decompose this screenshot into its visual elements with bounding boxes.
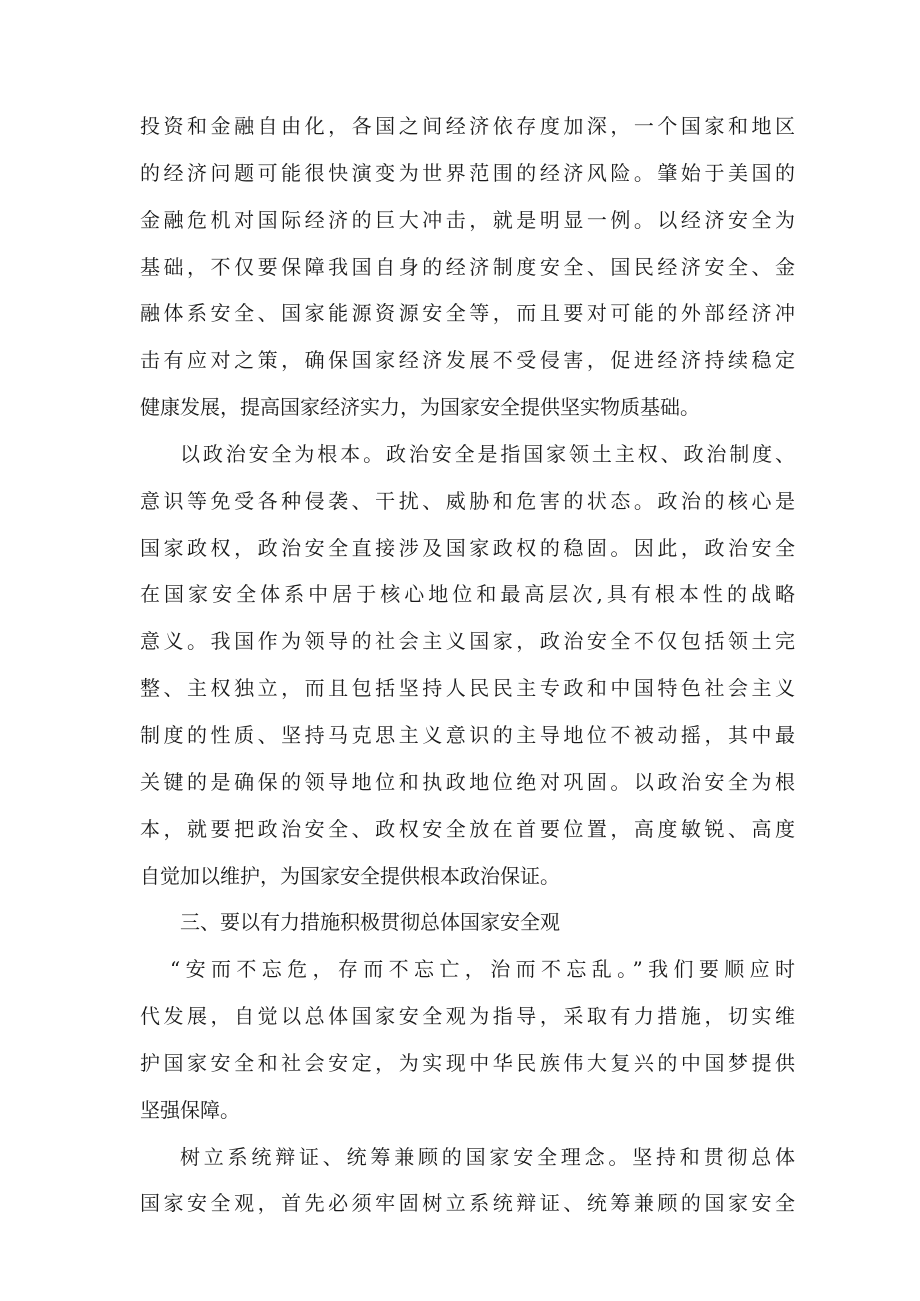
paragraph-economic-security (140, 103, 795, 431)
section-heading (140, 899, 795, 946)
text-line: 击有应对之策，确保国家经济发展不受侵害，促进经济持续稳定 (140, 348, 795, 373)
text-line: 融体系安全、国家能源资源安全等，而且要对可能的外部经济冲 (140, 301, 795, 326)
text-line: “安而不忘危，存而不忘亡，治而不忘乱。”我们要顺应时 (170, 957, 795, 982)
text-line: 投资和金融自由化，各国之间经济依存度加深，一个国家和地区 (140, 114, 795, 138)
text-line: 健康发展，提高国家经济实力，为国家安全提供坚实物质基础。 (140, 395, 700, 420)
text-line: 意识等免受各种侵袭、干扰、威胁和危害的状态。政治的核心是 (140, 488, 795, 513)
text-line: 国家政权，政治安全直接涉及国家政权的稳固。因此，政治安全 (140, 535, 795, 560)
document-body (140, 103, 795, 1227)
text-line: 本，就要把政治安全、政权安全放在首要位置，高度敏锐、高度 (140, 816, 795, 841)
text-line: 坚强保障。 (140, 1097, 240, 1122)
text-line: 制度的性质、坚持马克思主义意识的主导地位不被动摇，其中最 (140, 722, 795, 747)
text-line: 基础，不仅要保障我国自身的经济制度安全、国民经济安全、金 (140, 254, 795, 279)
text-line: 代发展，自觉以总体国家安全观为指导，采取有力措施，切实维 (140, 1004, 795, 1029)
heading-text: 三、要以有力措施积极贯彻总体国家安全观 (180, 910, 560, 935)
paragraph-political-security (140, 431, 795, 899)
text-line: 的经济问题可能很快演变为世界范围的经济风险。肇始于美国的 (140, 160, 795, 185)
text-line: 关键的是确保的领导地位和执政地位绝对巩固。以政治安全为根 (140, 769, 795, 794)
text-line: 国家安全观，首先必须牢固树立系统辩证、统筹兼顾的国家安全 (140, 1191, 795, 1216)
paragraph-security-concept (140, 1134, 795, 1228)
text-line: 护国家安全和社会安定，为实现中华民族伟大复兴的中国梦提供 (140, 1050, 795, 1075)
text-line: 在国家安全体系中居于核心地位和最高层次,具有根本性的战略 (140, 582, 795, 607)
text-line: 以政治安全为根本。政治安全是指国家领土主权、政治制度、 (180, 441, 795, 466)
paragraph-quote (140, 946, 795, 1133)
text-line: 整、主权独立，而且包括坚持人民民主专政和中国特色社会主义 (140, 676, 795, 701)
text-line: 自觉加以维护，为国家安全提供根本政治保证。 (140, 863, 560, 888)
text-line: 树立系统辩证、统筹兼顾的国家安全理念。坚持和贯彻总体 (180, 1144, 795, 1169)
text-line: 金融危机对国际经济的巨大冲击，就是明显一例。以经济安全为 (140, 207, 795, 232)
text-line: 意义。我国作为领导的社会主义国家，政治安全不仅包括领土完 (140, 629, 795, 654)
